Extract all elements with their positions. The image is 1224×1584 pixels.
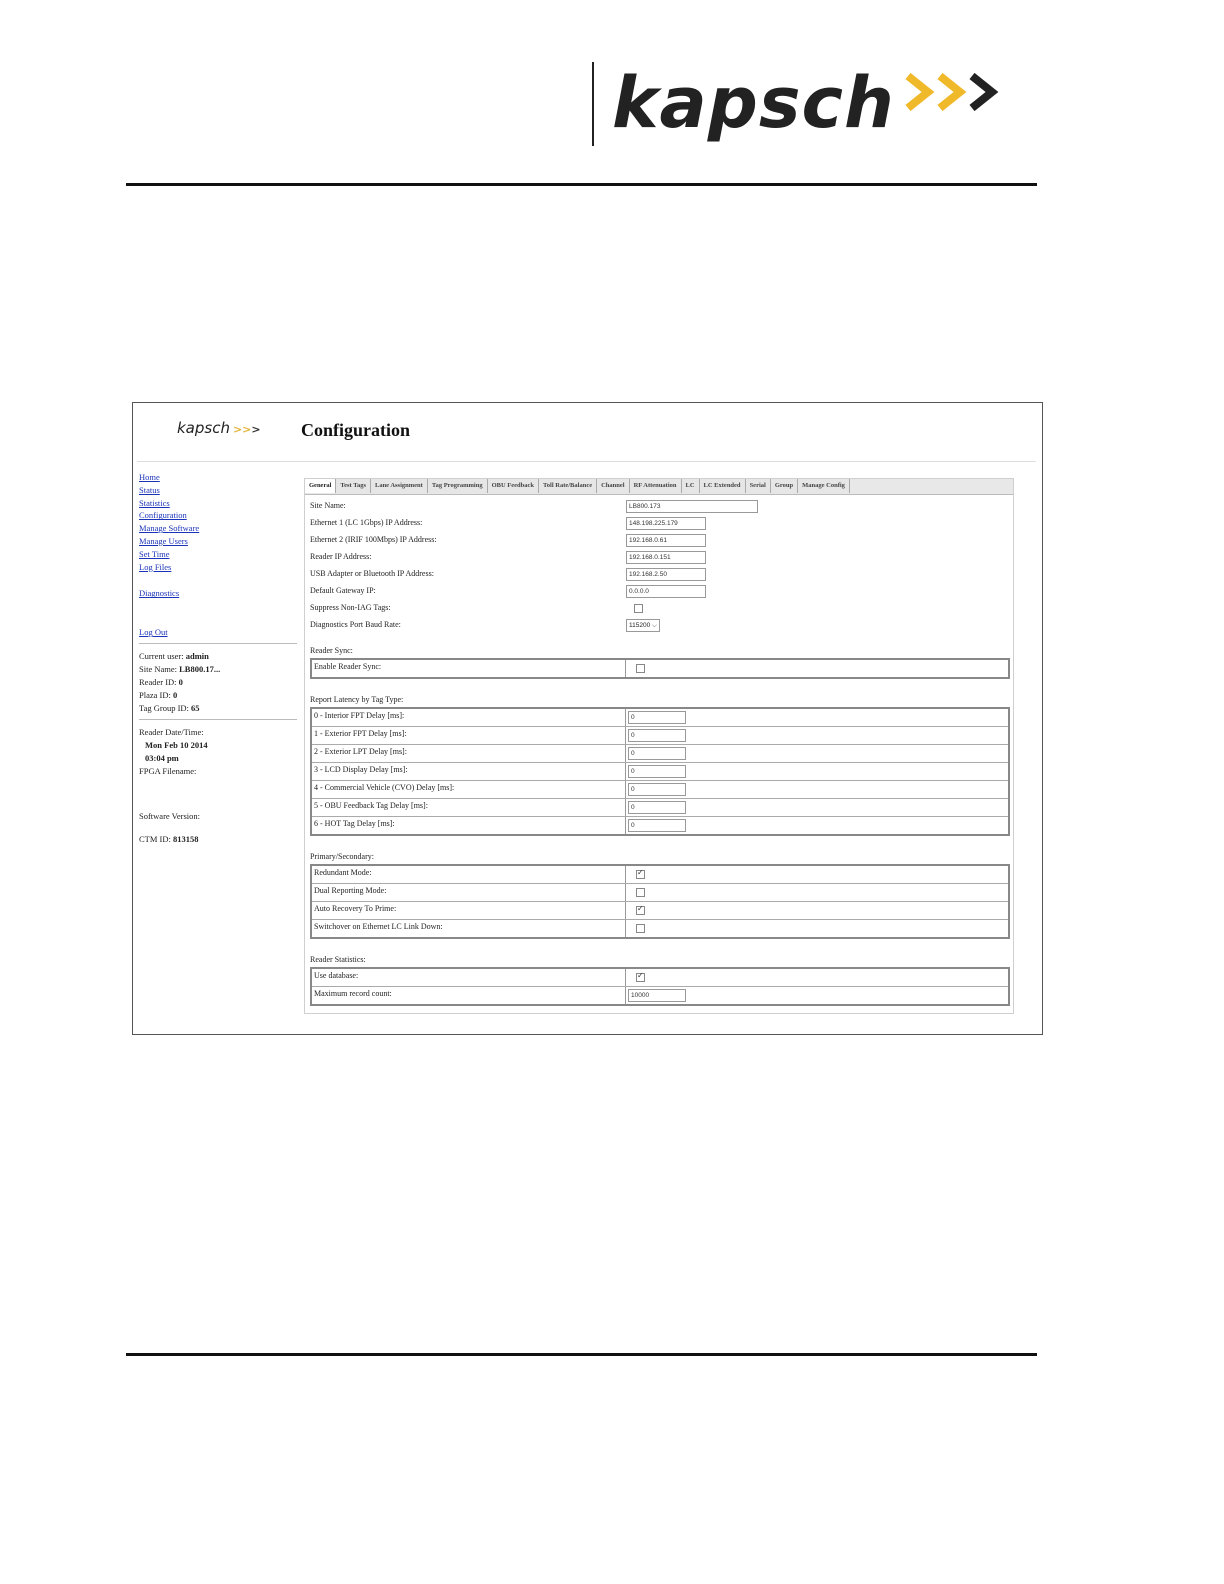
table-row xyxy=(312,920,1008,937)
form-row xyxy=(310,550,1010,567)
ctm-id-info: CTM ID: 813158 xyxy=(139,833,199,844)
latency-input[interactable]: 0 xyxy=(628,801,686,814)
table-row xyxy=(312,884,1008,902)
tab-test-tags[interactable]: Test Tags xyxy=(336,479,371,493)
gateway-label: Default Gateway IP: xyxy=(310,586,376,595)
eth2-ip-input[interactable]: 192.168.0.61 xyxy=(626,534,706,547)
latency-input[interactable]: 0 xyxy=(628,783,686,796)
primary-secondary-heading: Primary/Secondary: xyxy=(310,852,374,861)
sidebar-nav xyxy=(139,471,299,639)
table-row xyxy=(312,799,1008,817)
latency-input[interactable]: 0 xyxy=(628,765,686,778)
reader-id-info: Reader ID: 0 xyxy=(139,676,183,687)
latency-label: 2 - Exterior LPT Delay [ms]: xyxy=(314,747,407,756)
nav-log-out[interactable]: Log Out xyxy=(139,627,168,638)
tab-toll-rate-balance[interactable]: Toll Rate/Balance xyxy=(539,479,597,493)
use-database-checkbox[interactable] xyxy=(636,973,645,982)
baud-rate-select[interactable]: 115200 ⌵ xyxy=(626,619,660,632)
gateway-ip-input[interactable]: 0.0.0.0 xyxy=(626,585,706,598)
site-name-label: Site Name: xyxy=(310,501,346,510)
tab-bar xyxy=(305,479,1013,495)
page-title: Configuration xyxy=(301,420,411,440)
nav-manage-users[interactable]: Manage Users xyxy=(139,535,188,546)
enable-reader-sync-label: Enable Reader Sync: xyxy=(314,662,382,671)
max-record-count-label: Maximum record count: xyxy=(314,989,392,998)
usb-ip-label: USB Adapter or Bluetooth IP Address: xyxy=(310,569,434,578)
tab-general[interactable]: General xyxy=(305,479,336,493)
header-rule xyxy=(126,183,1037,186)
max-record-count-input[interactable]: 10000 xyxy=(628,989,686,1002)
table-row xyxy=(312,902,1008,920)
auto-recovery-label: Auto Recovery To Prime: xyxy=(314,904,397,913)
sidebar xyxy=(139,471,299,846)
latency-label: 5 - OBU Feedback Tag Delay [ms]: xyxy=(314,801,428,810)
table-row xyxy=(312,987,1008,1004)
chevrons-icon: >> xyxy=(232,423,252,436)
reader-statistics-table xyxy=(310,967,1010,1006)
chevron-down-icon: ⌵ xyxy=(652,622,657,629)
latency-input[interactable]: 0 xyxy=(628,819,686,832)
latency-label: 1 - Exterior FPT Delay [ms]: xyxy=(314,729,407,738)
nav-manage-software[interactable]: Manage Software xyxy=(139,523,200,534)
table-row xyxy=(312,781,1008,799)
eth1-ip-input[interactable]: 148.198.225.179 xyxy=(626,517,706,530)
reader-sync-heading: Reader Sync: xyxy=(310,646,353,655)
table-row xyxy=(312,763,1008,781)
header-divider xyxy=(592,62,594,146)
form-row xyxy=(310,601,1010,618)
switchover-label: Switchover on Ethernet LC Link Down: xyxy=(314,922,443,931)
config-screenshot xyxy=(132,402,1043,1035)
suppress-non-iag-checkbox[interactable] xyxy=(634,604,643,613)
site-name-info: Site Name: LB800.17... xyxy=(139,663,221,674)
divider xyxy=(137,461,1036,462)
fpga-filename: FPGA Filename: xyxy=(139,765,197,776)
latency-input[interactable]: 0 xyxy=(628,747,686,760)
redundant-mode-label: Redundant Mode: xyxy=(314,868,372,877)
reader-time: 03:04 pm xyxy=(145,752,179,763)
logo-wordmark: kapsch xyxy=(612,62,895,144)
latency-label: 6 - HOT Tag Delay [ms]: xyxy=(314,819,395,828)
form-row xyxy=(310,533,1010,550)
primary-secondary-table xyxy=(310,864,1010,939)
latency-input[interactable]: 0 xyxy=(628,711,686,724)
reader-ip-input[interactable]: 192.168.0.151 xyxy=(626,551,706,564)
tab-channel[interactable]: Channel xyxy=(597,479,629,493)
nav-home[interactable]: Home xyxy=(139,472,160,482)
form-row xyxy=(310,618,1010,635)
suppress-label: Suppress Non-IAG Tags: xyxy=(310,603,391,612)
table-row xyxy=(312,727,1008,745)
latency-label: 4 - Commercial Vehicle (CVO) Delay [ms]: xyxy=(314,783,455,792)
baud-rate-label: Diagnostics Port Baud Rate: xyxy=(310,620,401,629)
form-row xyxy=(310,584,1010,601)
nav-diagnostics[interactable]: Diagnostics xyxy=(139,588,180,599)
tab-rf-attenuation[interactable]: RF Attenuation xyxy=(630,479,682,493)
general-form xyxy=(310,499,1010,1006)
nav-configuration[interactable]: Configuration xyxy=(139,510,187,521)
table-row xyxy=(312,709,1008,727)
latency-label: 0 - Interior FPT Delay [ms]: xyxy=(314,711,405,720)
reader-date: Mon Feb 10 2014 xyxy=(145,739,208,750)
divider xyxy=(139,643,297,644)
chevrons-icon xyxy=(904,68,1024,128)
tab-lane-assignment[interactable]: Lane Assignment xyxy=(371,479,428,493)
latency-label: 3 - LCD Display Delay [ms]: xyxy=(314,765,408,774)
latency-table xyxy=(310,707,1010,836)
redundant-mode-checkbox[interactable] xyxy=(636,870,645,879)
reader-datetime-label: Reader Date/Time: xyxy=(139,726,204,737)
divider xyxy=(139,719,297,720)
tab-obu-feedback[interactable]: OBU Feedback xyxy=(488,479,539,493)
tab-manage-config[interactable]: Manage Config xyxy=(798,479,850,493)
eth2-ip-label: Ethernet 2 (IRIF 100Mbps) IP Address: xyxy=(310,535,437,544)
tab-group[interactable]: Group xyxy=(771,479,798,493)
reader-sync-table xyxy=(310,658,1010,679)
table-row xyxy=(312,969,1008,987)
table-row xyxy=(312,866,1008,884)
usb-ip-input[interactable]: 192.168.2.50 xyxy=(626,568,706,581)
switchover-checkbox[interactable] xyxy=(636,924,645,933)
table-row xyxy=(312,660,1008,677)
auto-recovery-checkbox[interactable] xyxy=(636,906,645,915)
kapsch-logo xyxy=(612,58,1032,158)
config-tabs-panel xyxy=(304,478,1014,1014)
nav-set-time[interactable]: Set Time xyxy=(139,548,170,559)
tab-serial[interactable]: Serial xyxy=(746,479,771,493)
use-database-label: Use database: xyxy=(314,971,359,980)
table-row xyxy=(312,817,1008,834)
nav-statistics[interactable]: Statistics xyxy=(139,497,170,508)
latency-heading: Report Latency by Tag Type: xyxy=(310,695,404,704)
tab-lc[interactable]: LC xyxy=(682,479,700,493)
table-row xyxy=(312,745,1008,763)
plaza-id-info: Plaza ID: 0 xyxy=(139,689,178,700)
site-name-input[interactable]: LB800.173 xyxy=(626,500,758,513)
tab-tag-programming[interactable]: Tag Programming xyxy=(428,479,488,493)
form-row xyxy=(310,516,1010,533)
reader-ip-label: Reader IP Address: xyxy=(310,552,372,561)
dual-reporting-label: Dual Reporting Mode: xyxy=(314,886,387,895)
tag-group-id-info: Tag Group ID: 65 xyxy=(139,702,200,713)
nav-log-files[interactable]: Log Files xyxy=(139,561,172,572)
form-row xyxy=(310,499,1010,516)
current-user: Current user: admin xyxy=(139,650,209,661)
enable-reader-sync-checkbox[interactable] xyxy=(636,664,645,673)
tab-lc-extended[interactable]: LC Extended xyxy=(700,479,746,493)
latency-input[interactable]: 0 xyxy=(628,729,686,742)
nav-status[interactable]: Status xyxy=(139,484,160,495)
app-logo: kapsch >>> xyxy=(177,419,261,437)
dual-reporting-checkbox[interactable] xyxy=(636,888,645,897)
reader-statistics-heading: Reader Statistics: xyxy=(310,955,366,964)
software-version: Software Version: xyxy=(139,810,200,821)
eth1-ip-label: Ethernet 1 (LC 1Gbps) IP Address: xyxy=(310,518,423,527)
form-row xyxy=(310,567,1010,584)
footer-rule xyxy=(126,1353,1037,1356)
